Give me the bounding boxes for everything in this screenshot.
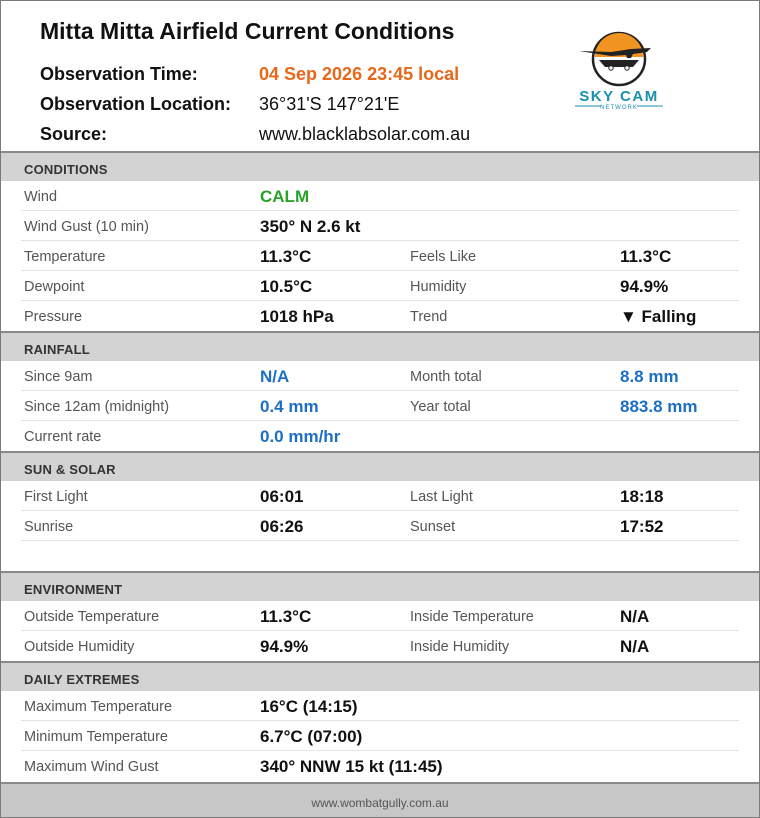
sunrise-row <box>21 511 739 541</box>
feels-like-value: 11.3°C <box>620 247 672 266</box>
inside-temperature-label: Inside Temperature <box>410 609 534 625</box>
observation-location-label: Observation Location: <box>40 94 232 114</box>
min-temperature-row <box>21 721 739 751</box>
observation-location-value: 36°31'S 147°21'E <box>259 94 400 114</box>
max-wind-gust-value: 340° NNW 15 kt (11:45) <box>260 757 443 776</box>
observation-time-row <box>40 64 459 85</box>
dewpoint-row <box>21 271 739 301</box>
year-total-value: 883.8 mm <box>620 397 698 416</box>
section-conditions <box>1 151 759 181</box>
since-9am-value: N/A <box>260 367 290 386</box>
header <box>1 1 759 151</box>
sunrise-label: Sunrise <box>24 519 74 535</box>
source-link[interactable]: www.blacklabsolar.com.au <box>259 124 471 144</box>
observation-time-value: 04 Sep 2026 23:45 local <box>259 64 460 84</box>
current-rate-row <box>21 421 739 451</box>
outside-humidity-value: 94.9% <box>260 637 309 656</box>
since-9am-label: Since 9am <box>24 369 93 385</box>
temperature-label: Temperature <box>24 249 106 265</box>
pressure-label: Pressure <box>24 309 83 325</box>
since-midnight-value: 0.4 mm <box>260 397 319 416</box>
outside-temperature-value: 11.3°C <box>260 607 312 626</box>
since-midnight-label: Since 12am (midnight) <box>24 399 170 415</box>
inside-humidity-label: Inside Humidity <box>410 639 510 655</box>
sky-cam-logo <box>571 31 669 111</box>
last-light-value: 18:18 <box>620 487 664 506</box>
since-9am-row <box>21 361 739 391</box>
sunrise-value: 06:26 <box>260 517 304 536</box>
year-total-label: Year total <box>410 399 471 415</box>
wind-gust-row <box>21 211 739 241</box>
section-daily-extremes <box>1 661 759 691</box>
observation-location-row <box>40 94 399 115</box>
section-heading: RAINFALL <box>24 342 90 357</box>
footer-link[interactable]: www.wombatgully.com.au <box>311 796 449 810</box>
min-temperature-label: Minimum Temperature <box>24 729 168 745</box>
outside-temperature-row <box>21 601 739 631</box>
max-temperature-label: Maximum Temperature <box>24 699 173 715</box>
section-rainfall <box>1 331 759 361</box>
wind-gust-label: Wind Gust (10 min) <box>24 219 149 235</box>
outside-humidity-row <box>21 631 739 661</box>
sunset-label: Sunset <box>410 519 456 535</box>
min-temperature-value: 6.7°C (07:00) <box>260 727 363 746</box>
observation-time-label: Observation Time: <box>40 64 198 84</box>
logo-text-line2: NETWORK <box>600 105 638 111</box>
pressure-row <box>21 301 739 331</box>
first-light-label: First Light <box>24 489 88 505</box>
dewpoint-label: Dewpoint <box>24 279 85 295</box>
max-temperature-row <box>21 691 739 721</box>
section-heading: SUN & SOLAR <box>24 462 116 477</box>
month-total-value: 8.8 mm <box>620 367 679 386</box>
since-midnight-row <box>21 391 739 421</box>
outside-temperature-label: Outside Temperature <box>24 609 160 625</box>
outside-humidity-label: Outside Humidity <box>24 639 135 655</box>
sunset-value: 17:52 <box>620 517 664 536</box>
feels-like-label: Feels Like <box>410 249 477 265</box>
current-rate-label: Current rate <box>24 429 102 445</box>
current-rate-value: 0.0 mm/hr <box>260 427 341 446</box>
section-heading: CONDITIONS <box>24 162 108 177</box>
month-total-label: Month total <box>410 369 482 385</box>
section-environment <box>1 571 759 601</box>
trend-label: Trend <box>410 309 448 325</box>
humidity-value: 94.9% <box>620 277 669 296</box>
first-light-row <box>21 481 739 511</box>
temperature-row <box>21 241 739 271</box>
wind-gust-value: 350° N 2.6 kt <box>260 217 361 236</box>
max-wind-gust-row <box>21 751 739 781</box>
empty-row <box>1 541 759 571</box>
temperature-value: 11.3°C <box>260 247 312 266</box>
dewpoint-value: 10.5°C <box>260 277 313 296</box>
max-temperature-value: 16°C (14:15) <box>260 697 358 716</box>
last-light-label: Last Light <box>410 489 473 505</box>
plane-sunset-logo-icon <box>571 31 669 111</box>
first-light-value: 06:01 <box>260 487 304 506</box>
section-heading: DAILY EXTREMES <box>24 672 140 687</box>
inside-temperature-value: N/A <box>620 607 650 626</box>
section-heading: ENVIRONMENT <box>24 582 123 597</box>
inside-humidity-value: N/A <box>620 637 650 656</box>
max-wind-gust-label: Maximum Wind Gust <box>24 759 159 775</box>
source-row <box>40 124 470 145</box>
pressure-value: 1018 hPa <box>260 307 334 326</box>
humidity-label: Humidity <box>410 279 467 295</box>
footer <box>1 782 759 817</box>
logo-text-line1: SKY CAM <box>579 88 659 105</box>
section-sun-solar <box>1 451 759 481</box>
wind-row <box>21 181 739 211</box>
trend-value: ▼ Falling <box>620 307 697 326</box>
source-label: Source: <box>40 124 108 144</box>
page-title: Mitta Mitta Airfield Current Conditions <box>40 18 455 44</box>
wind-label: Wind <box>24 189 58 205</box>
wind-value: CALM <box>260 187 310 206</box>
